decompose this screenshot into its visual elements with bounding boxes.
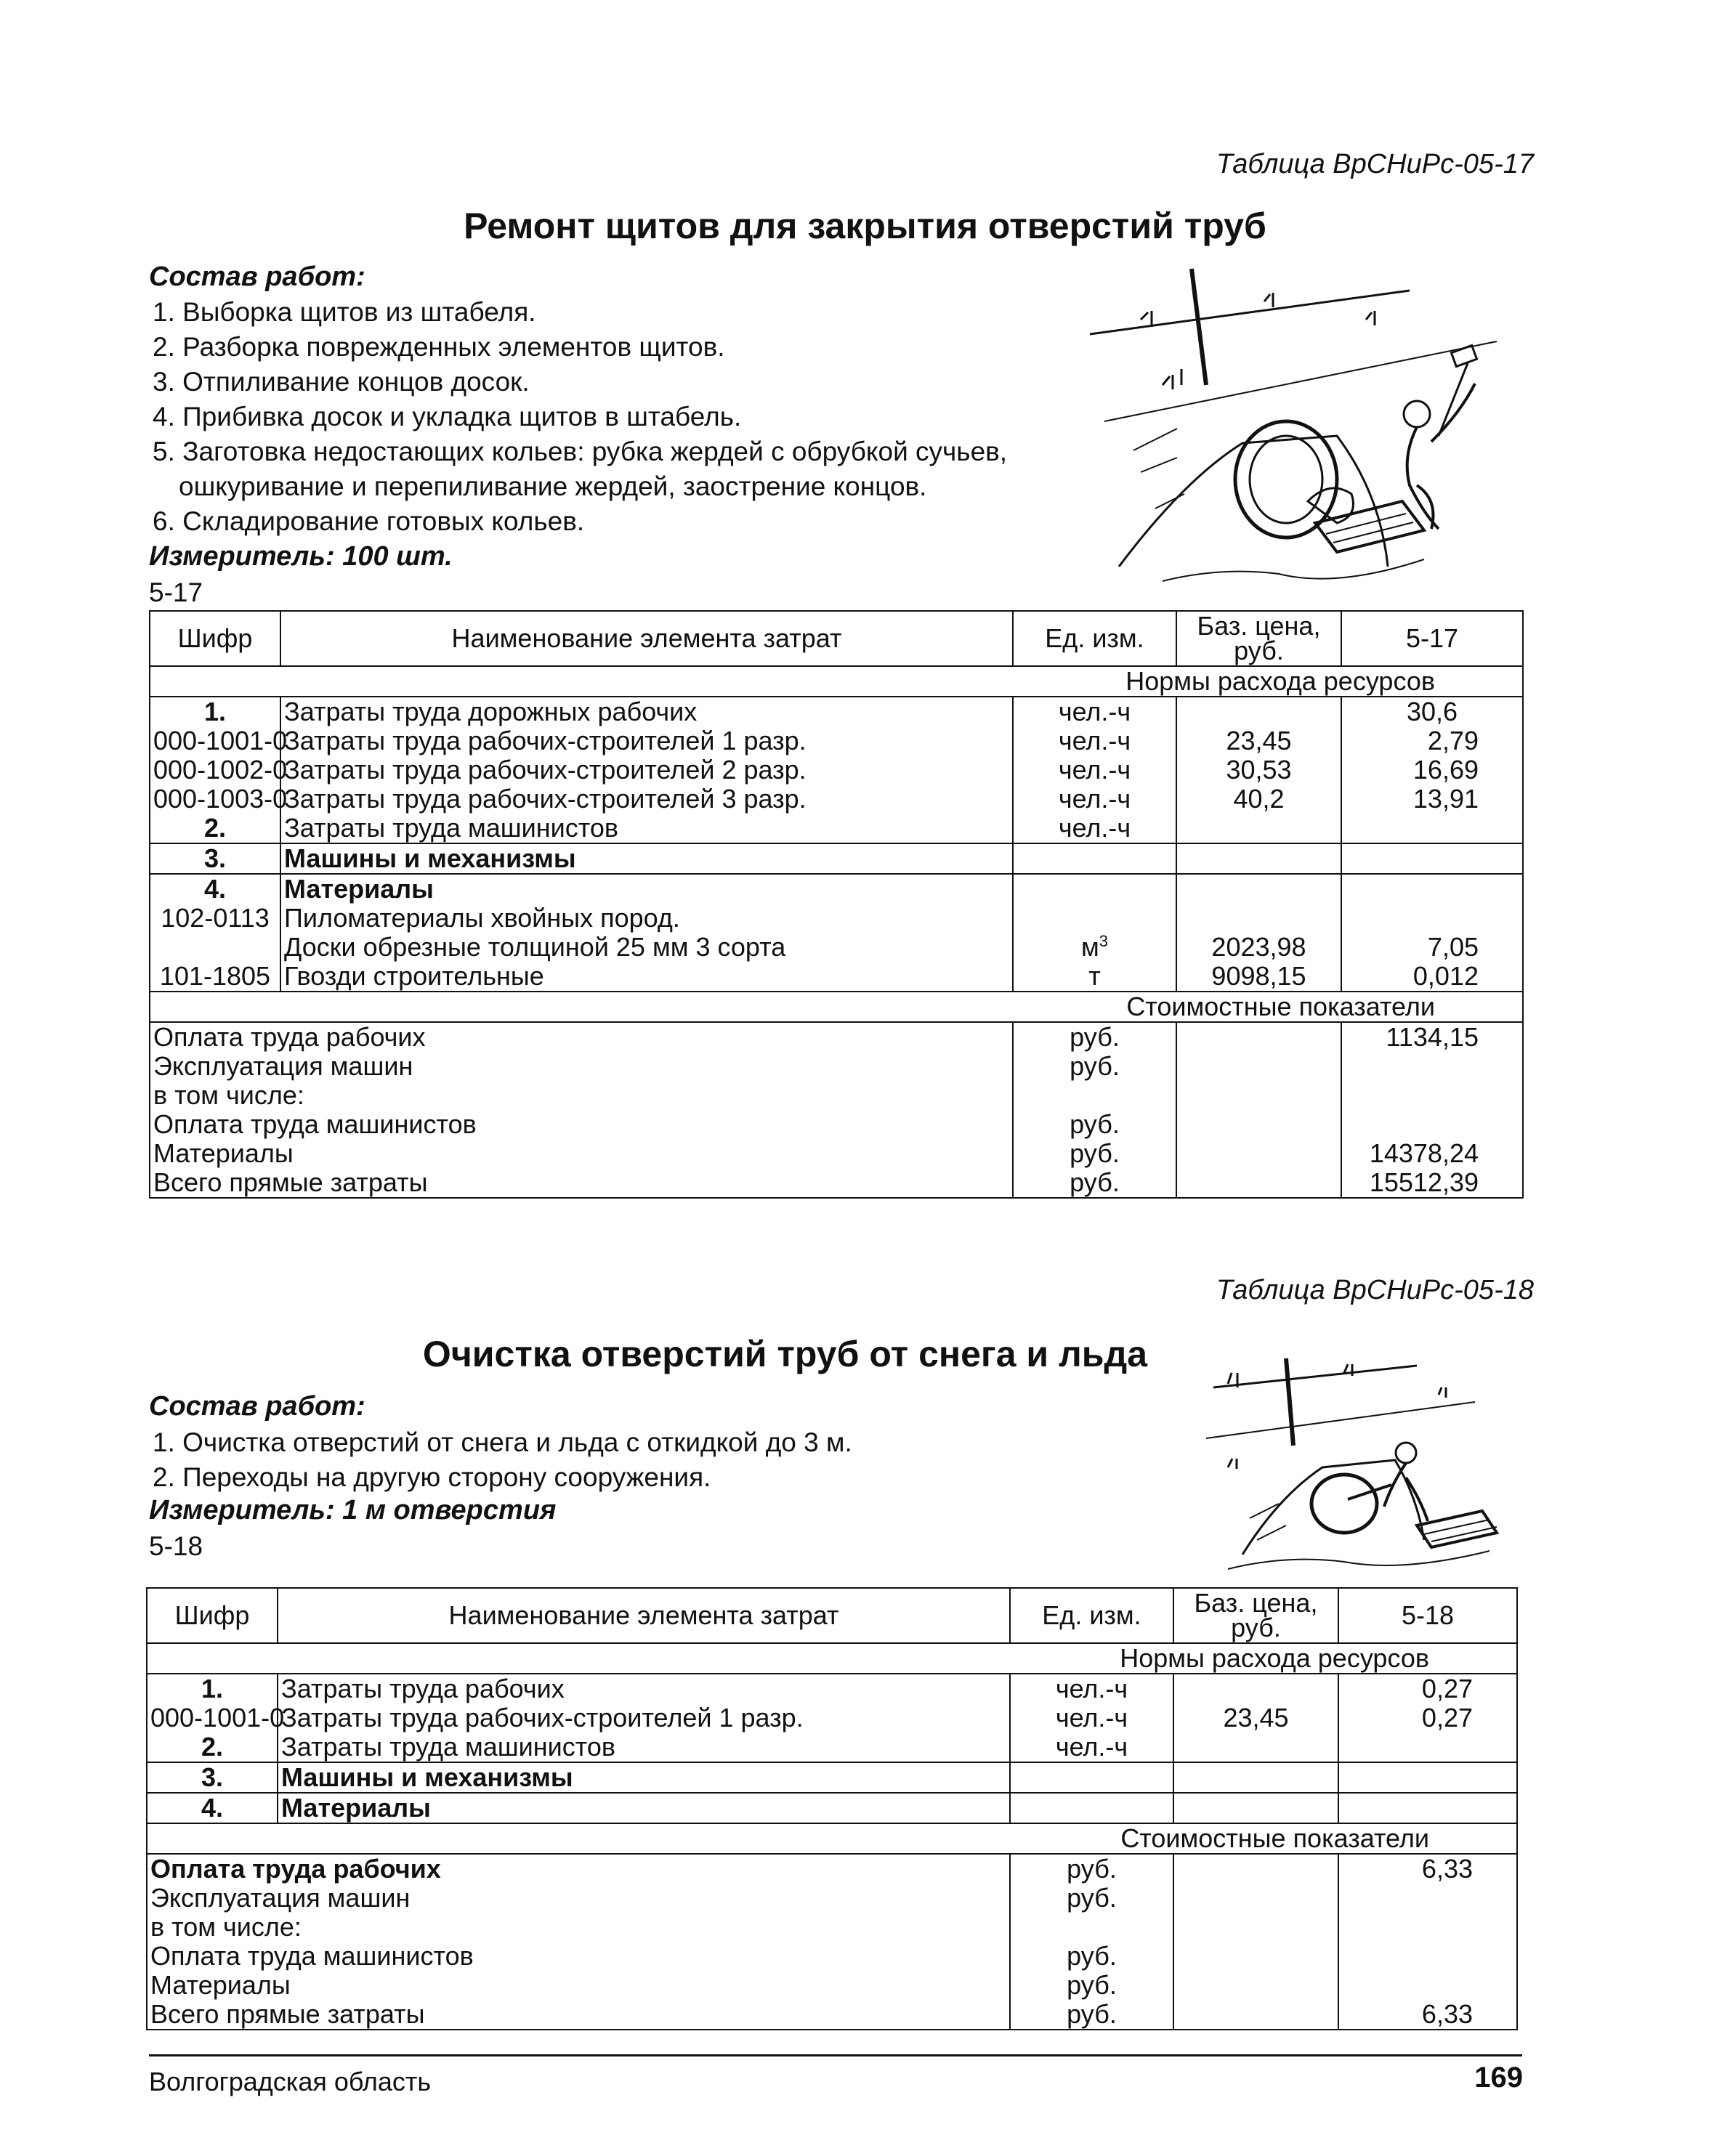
cost-row xyxy=(150,1110,1523,1139)
empty-cell xyxy=(1173,1971,1338,2000)
row-name-line: Пиломатериалы хвойных пород. xyxy=(284,903,680,933)
header-unit: Ед. изм. xyxy=(1013,611,1176,666)
table-row xyxy=(150,843,1523,874)
empty-cell xyxy=(1173,1854,1338,1884)
cost-band: Стоимостные показатели xyxy=(150,992,1523,1022)
work-item: 3. Отпиливание концов досок. xyxy=(153,367,530,397)
table-row xyxy=(147,1703,1517,1732)
row-code: 000-1002-0 xyxy=(150,755,280,785)
row-value: 0,012 xyxy=(1341,962,1523,992)
row-price: 23,45 xyxy=(1173,1703,1338,1732)
row-value xyxy=(1338,1732,1517,1762)
header-name: Наименование элемента затрат xyxy=(278,1588,1010,1643)
work-item: 4. Прибивка досок и укладка щитов в штабель. xyxy=(153,402,742,431)
row-unit: чел.-ч xyxy=(1013,726,1176,755)
empty-cell xyxy=(1013,843,1176,874)
row-name: Машины и механизмы xyxy=(278,1762,1010,1793)
cost-value xyxy=(1341,1110,1523,1139)
cost-unit: руб. xyxy=(1010,2000,1173,2030)
work-item: 5. Заготовка недостающих кольев: рубка жердей с обрубкой сучьев, xyxy=(153,437,1008,466)
cost-row xyxy=(150,1022,1523,1052)
cost-value xyxy=(1338,1884,1517,1913)
code-label-1: 5-17 xyxy=(149,578,203,607)
empty-cell xyxy=(1173,1793,1338,1823)
norms-band: Нормы расхода ресурсов xyxy=(150,666,1523,697)
row-name: Машины и механизмы xyxy=(280,843,1013,874)
row-name: Затраты труда рабочих-строителей 2 разр. xyxy=(280,755,1013,785)
cost-name: в том числе: xyxy=(147,1913,1010,1942)
row-price: 30,53 xyxy=(1176,755,1341,785)
cost-name: Эксплуатация машин xyxy=(150,1052,1013,1081)
cost-unit: руб. xyxy=(1013,1139,1176,1168)
cost-unit xyxy=(1010,1913,1173,1942)
table-row xyxy=(150,726,1523,755)
cost-unit: руб. xyxy=(1013,1168,1176,1198)
row-name: Затраты труда рабочих-строителей 1 разр. xyxy=(278,1703,1010,1732)
work-list-1 xyxy=(153,295,1007,539)
table-row xyxy=(147,1674,1517,1703)
cost-name: Оплата труда машинистов xyxy=(150,1110,1013,1139)
row-unit: т xyxy=(1013,962,1176,992)
row-code: 000-1001-0 xyxy=(150,726,280,755)
empty-cell xyxy=(1176,874,1341,904)
empty-cell xyxy=(1176,1110,1341,1139)
cost-unit xyxy=(1013,1081,1176,1110)
page-number: 169 xyxy=(1474,2062,1523,2094)
row-code: 1. xyxy=(147,1674,278,1703)
cost-value xyxy=(1341,1081,1523,1110)
empty-cell xyxy=(1013,874,1176,904)
row-value: 2,79 xyxy=(1341,726,1523,755)
cost-row xyxy=(150,1168,1523,1198)
row-name: Затраты труда рабочих-строителей 3 разр. xyxy=(280,785,1013,814)
work-item: 1. Выборка щитов из штабеля. xyxy=(153,297,536,327)
cost-unit: руб. xyxy=(1010,1854,1173,1884)
row-name: Материалы xyxy=(278,1793,1010,1823)
row-price: 2023,98 xyxy=(1176,904,1341,962)
unit-text: м xyxy=(1081,932,1099,962)
header-unit: Ед. изм. xyxy=(1010,1588,1173,1643)
empty-cell xyxy=(1176,1168,1341,1198)
footer-rule xyxy=(149,2054,1522,2056)
cost-row xyxy=(147,1913,1517,1942)
row-unit: чел.-ч xyxy=(1010,1732,1173,1762)
cost-name: Всего прямые затраты xyxy=(150,1168,1013,1198)
table-row xyxy=(147,1762,1517,1793)
row-name: Затраты труда дорожных рабочих xyxy=(280,697,1013,726)
row-code: 102-0113 xyxy=(150,904,280,962)
cost-value xyxy=(1338,1971,1517,2000)
cost-row xyxy=(147,1942,1517,1971)
work-item: 1. Очистка отверстий от снега и льда с откидкой до 3 м. xyxy=(153,1427,852,1457)
cost-name: в том числе: xyxy=(150,1081,1013,1110)
row-unit: чел.-ч xyxy=(1013,785,1176,814)
empty-cell xyxy=(1341,843,1523,874)
empty-cell xyxy=(1176,1022,1341,1052)
row-unit: чел.-ч xyxy=(1010,1674,1173,1703)
cost-band: Стоимостные показатели xyxy=(147,1823,1517,1854)
empty-cell xyxy=(1176,1081,1341,1110)
cost-row xyxy=(150,1081,1523,1110)
empty-cell xyxy=(1010,1793,1173,1823)
row-unit: чел.-ч xyxy=(1013,814,1176,843)
row-price xyxy=(1173,1674,1338,1703)
row-code: 101-1805 xyxy=(150,962,280,992)
empty-cell xyxy=(1341,874,1523,904)
row-code: 1. xyxy=(150,697,280,726)
row-code: 000-1001-0 xyxy=(147,1703,278,1732)
cost-name: Материалы xyxy=(147,1971,1010,2000)
row-code: 3. xyxy=(147,1762,278,1793)
row-value: 7,05 xyxy=(1341,904,1523,962)
empty-cell xyxy=(1338,1762,1517,1793)
table-row xyxy=(147,1793,1517,1823)
section-title-1: Ремонт щитов для закрытия отверстий труб xyxy=(464,206,1266,246)
cost-row xyxy=(147,1971,1517,2000)
cost-name: Материалы xyxy=(150,1139,1013,1168)
measure-2: Измеритель: 1 м отверстия xyxy=(149,1495,557,1525)
norms-band: Нормы расхода ресурсов xyxy=(147,1643,1517,1674)
row-price: 23,45 xyxy=(1176,726,1341,755)
row-value: 0,27 xyxy=(1338,1703,1517,1732)
row-name: Гвозди строительные xyxy=(280,962,1013,992)
cost-name: Оплата труда машинистов xyxy=(147,1942,1010,1971)
cost-value xyxy=(1341,1052,1523,1081)
row-name-line: Доски обрезные толщиной 25 мм 3 сорта xyxy=(284,932,786,962)
row-value: 16,69 xyxy=(1341,755,1523,785)
work-item: 2. Переходы на другую сторону сооружения. xyxy=(153,1462,711,1492)
table-caption-2: Таблица ВрСНиРс-05-18 xyxy=(1216,1275,1534,1305)
row-price xyxy=(1176,814,1341,843)
row-value: 30,6 xyxy=(1341,697,1523,726)
row-name: Затраты труда рабочих xyxy=(278,1674,1010,1703)
row-code: 4. xyxy=(147,1793,278,1823)
norms-table-1 xyxy=(149,610,1524,1199)
row-code: 4. xyxy=(150,874,280,904)
empty-cell xyxy=(1176,843,1341,874)
empty-cell xyxy=(1173,2000,1338,2030)
row-unit: чел.-ч xyxy=(1013,697,1176,726)
table-row xyxy=(150,814,1523,843)
cost-value xyxy=(1338,1942,1517,1971)
header-norm-code: 5-18 xyxy=(1338,1588,1517,1643)
table-row xyxy=(150,785,1523,814)
empty-cell xyxy=(1173,1762,1338,1793)
header-code: Шифр xyxy=(147,1588,278,1643)
cost-value: 6,33 xyxy=(1338,1854,1517,1884)
empty-cell xyxy=(1010,1762,1173,1793)
header-price: Баз. цена, руб. xyxy=(1176,611,1341,666)
header-code: Шифр xyxy=(150,611,280,666)
cost-name: Всего прямые затраты xyxy=(147,2000,1010,2030)
empty-cell xyxy=(1176,1139,1341,1168)
row-code: 000-1003-0 xyxy=(150,785,280,814)
cost-row xyxy=(147,1884,1517,1913)
header-name: Наименование элемента затрат xyxy=(280,611,1013,666)
work-item: ошкуривание и перепиливание жердей, заострение концов. xyxy=(179,471,927,501)
cost-name: Эксплуатация машин xyxy=(147,1884,1010,1913)
row-name xyxy=(280,904,1013,962)
work-heading-1: Состав работ: xyxy=(149,262,365,292)
footer-region: Волгоградская область xyxy=(149,2067,432,2096)
norms-table-2 xyxy=(146,1587,1518,2030)
cost-value: 14378,24 xyxy=(1341,1139,1523,1168)
code-label-2: 5-18 xyxy=(149,1531,203,1561)
row-value: 0,27 xyxy=(1338,1674,1517,1703)
cost-unit: руб. xyxy=(1010,1971,1173,2000)
row-value xyxy=(1341,814,1523,843)
cost-row xyxy=(147,1854,1517,1884)
section-title-2: Очистка отверстий труб от снега и льда xyxy=(422,1334,1148,1374)
table-row xyxy=(150,874,1523,904)
cost-value: 15512,39 xyxy=(1341,1168,1523,1198)
cost-row xyxy=(150,1052,1523,1081)
cost-unit: руб. xyxy=(1013,1052,1176,1081)
row-name: Затраты труда машинистов xyxy=(280,814,1013,843)
row-name: Материалы xyxy=(280,874,1013,904)
cost-name: Оплата труда рабочих xyxy=(147,1854,1010,1884)
cost-unit: руб. xyxy=(1010,1884,1173,1913)
row-unit xyxy=(1013,904,1176,962)
unit-sup: 3 xyxy=(1099,932,1108,950)
row-code: 2. xyxy=(147,1732,278,1762)
table-row xyxy=(147,1732,1517,1762)
workers-repair-illustration xyxy=(1075,262,1526,596)
table-row xyxy=(150,962,1523,992)
empty-cell xyxy=(1173,1884,1338,1913)
cost-unit: руб. xyxy=(1013,1022,1176,1052)
row-price: 9098,15 xyxy=(1176,962,1341,992)
work-heading-2: Состав работ: xyxy=(149,1391,365,1422)
table-row xyxy=(150,755,1523,785)
row-code: 3. xyxy=(150,843,280,874)
header-price: Баз. цена, руб. xyxy=(1173,1588,1338,1643)
table-row xyxy=(150,904,1523,962)
cost-value: 1134,15 xyxy=(1341,1022,1523,1052)
work-item: 6. Складирование готовых кольев. xyxy=(153,506,585,536)
table-row xyxy=(150,697,1523,726)
row-name: Затраты труда машинистов xyxy=(278,1732,1010,1762)
header-norm-code: 5-17 xyxy=(1341,611,1523,666)
cost-value: 6,33 xyxy=(1338,2000,1517,2030)
work-item: 2. Разборка поврежденных элементов щитов. xyxy=(153,332,725,362)
row-unit: чел.-ч xyxy=(1013,755,1176,785)
measure-1: Измеритель: 100 шт. xyxy=(149,541,453,572)
row-price: 40,2 xyxy=(1176,785,1341,814)
cost-row xyxy=(147,2000,1517,2030)
empty-cell xyxy=(1173,1942,1338,1971)
cost-name: Оплата труда рабочих xyxy=(150,1022,1013,1052)
row-unit: чел.-ч xyxy=(1010,1703,1173,1732)
row-price xyxy=(1173,1732,1338,1762)
cost-unit: руб. xyxy=(1013,1110,1176,1139)
cost-row xyxy=(150,1139,1523,1168)
cost-unit: руб. xyxy=(1010,1942,1173,1971)
snow-clearing-illustration xyxy=(1199,1351,1519,1591)
table-caption-1: Таблица ВрСНиРс-05-17 xyxy=(1216,149,1534,179)
row-code: 2. xyxy=(150,814,280,843)
row-price xyxy=(1176,697,1341,726)
cost-value xyxy=(1338,1913,1517,1942)
row-name: Затраты труда рабочих-строителей 1 разр. xyxy=(280,726,1013,755)
row-value: 13,91 xyxy=(1341,785,1523,814)
empty-cell xyxy=(1173,1913,1338,1942)
work-list-2 xyxy=(153,1425,852,1495)
empty-cell xyxy=(1176,1052,1341,1081)
empty-cell xyxy=(1338,1793,1517,1823)
